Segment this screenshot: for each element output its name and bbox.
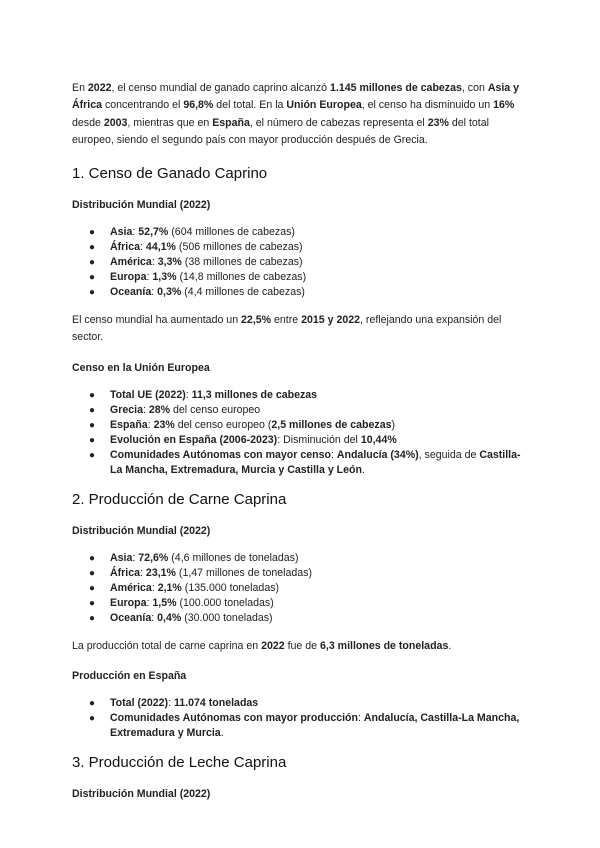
document-page bbox=[72, 80, 530, 814]
bold-text: 52,7% bbox=[138, 226, 169, 239]
bold-text: Asia y África bbox=[72, 82, 520, 112]
text-run: En bbox=[72, 82, 88, 94]
subsection-heading: Censo en la Unión Europea bbox=[72, 361, 210, 374]
bold-text: Total UE (2022) bbox=[110, 388, 186, 401]
list-item bbox=[72, 551, 530, 566]
bold-text: 0,4% bbox=[157, 611, 182, 624]
bullet-list bbox=[72, 388, 530, 478]
intro-paragraph bbox=[72, 80, 530, 149]
bold-text: 72,6% bbox=[138, 551, 169, 564]
text-run: : bbox=[146, 271, 153, 284]
list-item bbox=[72, 255, 530, 270]
text-run: : bbox=[185, 388, 192, 401]
bold-text: América bbox=[110, 256, 152, 269]
bold-text: 28% bbox=[148, 403, 171, 416]
bold-text: 10,44% bbox=[360, 433, 397, 446]
text-run: (30.000 toneladas) bbox=[181, 611, 273, 624]
text-run: (135.000 toneladas) bbox=[181, 581, 280, 594]
bold-text: Comunidades Autónomas con mayor censo bbox=[110, 448, 331, 461]
text-run: del total europeo, siendo el segundo país con mayor producción después de Grecia. bbox=[72, 116, 489, 146]
bold-text: África bbox=[110, 241, 141, 254]
text-run: ) bbox=[391, 418, 396, 431]
text-run: : bbox=[151, 611, 158, 624]
bold-text: Europa bbox=[110, 271, 147, 284]
list-item bbox=[72, 433, 530, 448]
text-run: concentrando el bbox=[102, 99, 184, 112]
text-run: (604 millones de cabezas) bbox=[168, 226, 295, 239]
text-run: (1,47 millones de toneladas) bbox=[175, 566, 313, 579]
list-item bbox=[72, 611, 530, 626]
bold-text: África bbox=[110, 566, 141, 579]
text-run: : bbox=[132, 226, 139, 239]
bold-text: Unión Europea bbox=[286, 99, 362, 112]
bold-text: 11.074 toneladas bbox=[173, 697, 259, 710]
text-run: (506 millones de cabezas) bbox=[175, 241, 303, 254]
bold-text: 1,3% bbox=[152, 271, 177, 284]
text-run: El censo mundial ha aumentado un bbox=[72, 314, 242, 327]
summary-paragraph bbox=[72, 312, 530, 347]
text-run: : bbox=[132, 551, 139, 564]
bold-text: Grecia bbox=[110, 403, 143, 416]
bold-text: España bbox=[110, 418, 148, 431]
bullet-list bbox=[72, 551, 530, 626]
bold-text: 2003 bbox=[103, 116, 128, 129]
bold-text: 23,1% bbox=[145, 566, 176, 579]
text-run: : bbox=[151, 286, 158, 299]
list-item bbox=[72, 270, 530, 285]
bold-text: 23% bbox=[153, 418, 175, 431]
text-run: entre bbox=[271, 314, 302, 327]
text-run: , el censo ha disminuido un bbox=[361, 99, 494, 112]
bullet-icon: ● bbox=[89, 389, 96, 401]
text-run: del censo europeo bbox=[170, 403, 261, 416]
list-item bbox=[72, 566, 530, 581]
bold-text: 16% bbox=[493, 99, 515, 112]
text-run: : bbox=[140, 566, 146, 579]
bold-text: 1,5% bbox=[152, 596, 177, 609]
bold-text: 44,1% bbox=[145, 241, 176, 254]
bullet-icon: ● bbox=[89, 597, 96, 609]
text-run: , el número de cabezas representa el bbox=[249, 116, 428, 129]
bold-text: Asia bbox=[110, 551, 133, 564]
text-run: del total. En la bbox=[213, 99, 287, 112]
list-item bbox=[72, 240, 530, 255]
bold-text: 1.145 millones de cabezas bbox=[329, 82, 462, 94]
list-item bbox=[72, 418, 530, 433]
subsection-heading: Producción en España bbox=[72, 670, 187, 683]
bold-text: Total (2022) bbox=[110, 697, 169, 710]
list-item bbox=[72, 596, 530, 611]
list-item bbox=[72, 711, 530, 741]
text-run: : bbox=[142, 403, 149, 416]
text-run: La producción total de carne caprina en bbox=[72, 639, 262, 652]
document-sections bbox=[72, 164, 530, 801]
bold-text: Oceanía bbox=[110, 611, 152, 624]
bullet-icon: ● bbox=[89, 713, 96, 725]
bold-text: 3,3% bbox=[157, 256, 182, 269]
section-heading: 2. Producción de Carne Caprina bbox=[72, 490, 287, 508]
text-run: , seguida de bbox=[418, 448, 480, 461]
bold-text: Andalucía (34%) bbox=[336, 448, 419, 461]
bullet-icon: ● bbox=[89, 257, 96, 269]
bullet-icon: ● bbox=[89, 404, 96, 416]
bullet-icon: ● bbox=[89, 698, 96, 710]
text-run: . bbox=[220, 727, 224, 740]
text-run: (14,8 millones de cabezas) bbox=[176, 271, 307, 284]
text-run: : bbox=[168, 697, 174, 710]
bold-text: Andalucía, Castilla-La Mancha, Extremadura y Murcia bbox=[110, 712, 520, 740]
list-item bbox=[72, 388, 530, 403]
bold-text: 96,8% bbox=[183, 99, 214, 112]
section-heading: 3. Producción de Leche Caprina bbox=[72, 754, 287, 772]
list-item bbox=[72, 403, 530, 418]
text-run: , con bbox=[461, 82, 488, 94]
subsection-heading: Distribución Mundial (2022) bbox=[72, 524, 211, 537]
bold-text: 6,3 millones de toneladas bbox=[319, 639, 449, 652]
list-item bbox=[72, 581, 530, 596]
bullet-icon: ● bbox=[89, 272, 96, 284]
text-run: , el censo mundial de ganado caprino alcanzó bbox=[111, 82, 330, 94]
bold-text: Asia bbox=[110, 226, 133, 239]
list-item bbox=[72, 696, 530, 711]
text-run: : bbox=[147, 418, 154, 431]
text-run: (4,4 millones de cabezas) bbox=[181, 286, 305, 299]
bold-text: 2,5 millones de cabezas bbox=[271, 418, 392, 431]
bold-text: 2022 bbox=[87, 82, 112, 94]
text-run: , reflejando una expansión del sector. bbox=[72, 314, 502, 344]
bold-text: Oceanía bbox=[110, 286, 152, 299]
bullet-icon: ● bbox=[89, 612, 96, 624]
text-run: : bbox=[330, 448, 337, 461]
section-heading: 1. Censo de Ganado Caprino bbox=[72, 165, 268, 183]
text-run: desde bbox=[72, 116, 104, 129]
bold-text: 2015 y 2022 bbox=[301, 314, 361, 327]
bullet-icon: ● bbox=[89, 419, 96, 431]
bullet-icon: ● bbox=[89, 434, 96, 446]
bold-text: Castilla-La Mancha, Extremadura, Murcia y Castilla y León bbox=[110, 448, 521, 476]
text-run: : Disminución del bbox=[277, 433, 361, 446]
bold-text: 11,3 millones de cabezas bbox=[191, 388, 318, 401]
bullet-icon: ● bbox=[89, 287, 96, 299]
list-item bbox=[72, 285, 530, 300]
subsection-heading: Distribución Mundial (2022) bbox=[72, 788, 211, 801]
bullet-list bbox=[72, 696, 530, 741]
bullet-icon: ● bbox=[89, 567, 96, 579]
text-run: : bbox=[146, 596, 153, 609]
bold-text: 22,5% bbox=[241, 314, 272, 327]
text-run: . bbox=[361, 463, 365, 476]
text-run: : bbox=[151, 581, 158, 594]
bullet-icon: ● bbox=[89, 449, 96, 461]
text-run: , mientras que en bbox=[127, 116, 213, 129]
bullet-icon: ● bbox=[89, 227, 96, 239]
text-run: (100.000 toneladas) bbox=[176, 596, 274, 609]
text-run: del censo europeo ( bbox=[174, 418, 272, 431]
text-run: : bbox=[151, 256, 158, 269]
text-run: fue de bbox=[284, 639, 320, 652]
text-run: (4,6 millones de toneladas) bbox=[168, 551, 299, 564]
bold-text: 0,3% bbox=[157, 286, 182, 299]
bold-text: España bbox=[212, 116, 250, 129]
bold-text: 2,1% bbox=[157, 581, 182, 594]
bullet-list bbox=[72, 225, 530, 300]
bold-text: América bbox=[110, 581, 152, 594]
bold-text: 23% bbox=[427, 116, 449, 129]
bold-text: Comunidades Autónomas con mayor producción bbox=[110, 712, 358, 725]
list-item bbox=[72, 448, 530, 478]
bullet-icon: ● bbox=[89, 552, 96, 564]
text-run: . bbox=[448, 639, 452, 652]
bullet-icon: ● bbox=[89, 242, 96, 254]
text-run: (38 millones de cabezas) bbox=[181, 256, 303, 269]
subsection-heading: Distribución Mundial (2022) bbox=[72, 199, 211, 212]
list-item bbox=[72, 225, 530, 240]
bold-text: 2022 bbox=[261, 639, 285, 652]
summary-paragraph bbox=[72, 638, 530, 655]
bullet-icon: ● bbox=[89, 582, 96, 594]
text-run: : bbox=[140, 241, 146, 254]
bold-text: Evolución en España (2006-2023) bbox=[110, 433, 278, 446]
text-run: : bbox=[358, 712, 364, 725]
bold-text: Europa bbox=[110, 596, 147, 609]
